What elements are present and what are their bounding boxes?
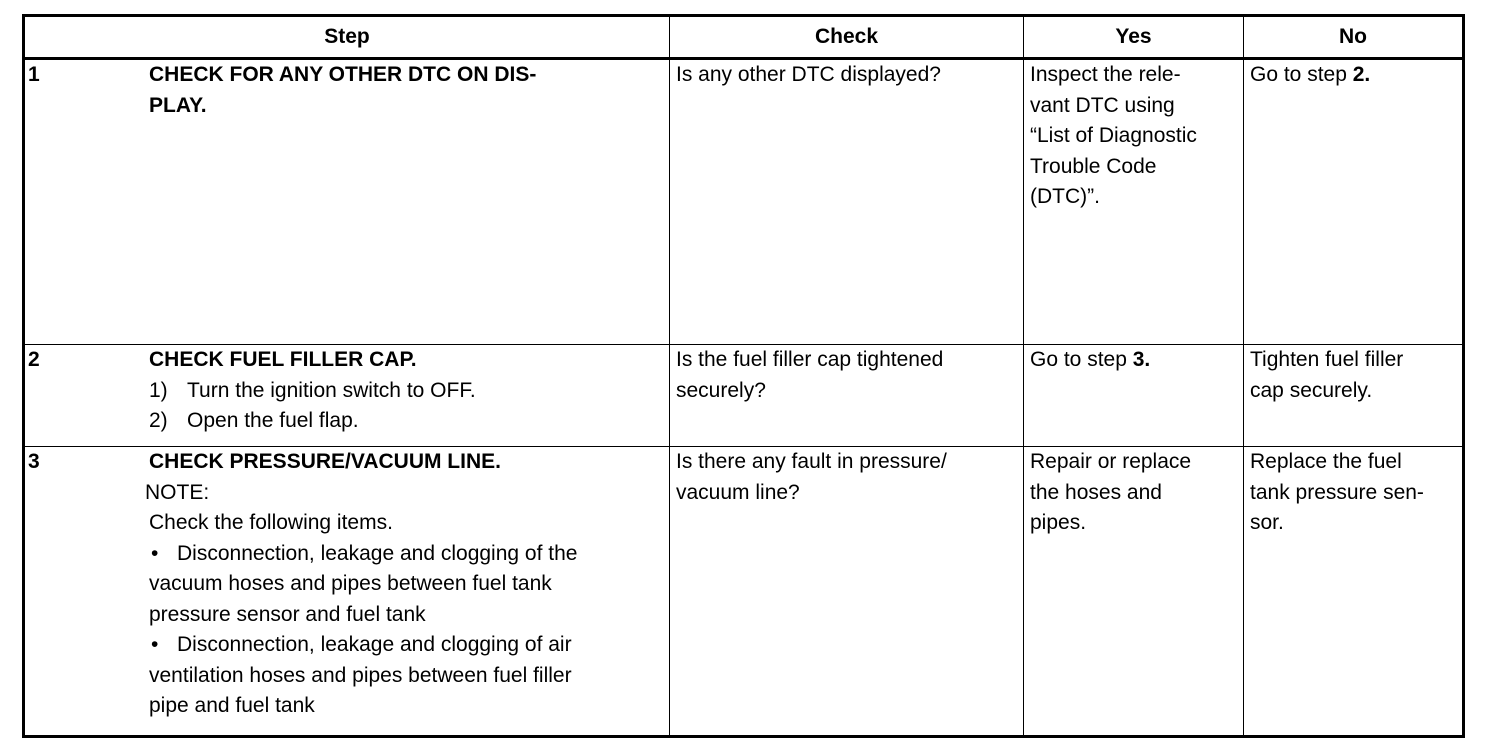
yes-text-line: vant DTC using — [1030, 93, 1175, 117]
header-yes: Yes — [1024, 16, 1244, 59]
yes-text-line: the hoses and — [1030, 480, 1162, 504]
bullet-item: • Disconnection, leakage and clogging of air — [149, 630, 665, 661]
step-title: CHECK FOR ANY OTHER DTC ON DIS- PLAY. — [149, 63, 537, 117]
yes-text-line: Repair or replace — [1030, 450, 1192, 473]
step-reference: 2. — [1352, 63, 1371, 86]
bullet-text-line: vacuum hoses and pipes between fuel tank — [149, 572, 552, 595]
note-intro: Check the following items. — [149, 511, 393, 534]
header-check: Check — [670, 16, 1024, 59]
step-number: 2 — [28, 348, 40, 371]
bullet-item: • Disconnection, leakage and clogging of the — [149, 539, 665, 570]
no-cell — [1244, 447, 1464, 737]
yes-cell — [1024, 59, 1244, 345]
bullet-icon: • — [151, 633, 159, 656]
no-text-line: sor. — [1250, 511, 1284, 534]
table-row — [24, 447, 1464, 737]
bullet-text-line: pressure sensor and fuel tank — [149, 602, 426, 626]
diagnostic-table — [22, 14, 1465, 738]
check-text-line: Is there any fault in pressure/ — [676, 450, 947, 473]
bullet-icon: • — [151, 541, 159, 565]
yes-text-line: Inspect the rele- — [1030, 63, 1181, 86]
bullet-text-line: pipe and fuel tank — [149, 694, 315, 717]
no-text-line: Replace the fuel — [1250, 450, 1402, 473]
substep: 1) Turn the ignition switch to OFF. — [149, 378, 476, 402]
no-cell — [1244, 345, 1464, 447]
note-label: NOTE: — [145, 480, 210, 504]
yes-text-line: pipes. — [1030, 511, 1087, 534]
no-text: Go to step 2. — [1250, 63, 1371, 86]
step-number: 1 — [28, 63, 40, 86]
table-row — [24, 59, 1464, 345]
header-step: Step — [24, 16, 670, 59]
yes-text-line: (DTC)”. — [1030, 185, 1100, 208]
no-text-line: cap securely. — [1250, 378, 1373, 402]
check-cell — [670, 59, 1024, 345]
yes-cell — [1024, 447, 1244, 737]
check-cell — [670, 447, 1024, 737]
step-number: 3 — [28, 450, 40, 473]
header-row — [24, 16, 1464, 59]
check-text-line: vacuum line? — [676, 480, 800, 504]
step-title: CHECK FUEL FILLER CAP. — [149, 348, 417, 371]
check-cell — [670, 345, 1024, 447]
substep: 2) Open the fuel flap. — [149, 409, 359, 432]
step-cell — [24, 447, 670, 737]
yes-cell — [1024, 345, 1244, 447]
step-title: CHECK PRESSURE/VACUUM LINE. — [149, 450, 501, 473]
step-reference: 3. — [1132, 348, 1151, 371]
no-cell — [1244, 59, 1464, 345]
yes-text-line: Trouble Code — [1030, 154, 1157, 178]
no-text-line: tank pressure sen- — [1250, 480, 1424, 504]
check-text-line: securely? — [676, 378, 766, 402]
check-text-line: Is the fuel filler cap tightened — [676, 348, 944, 371]
yes-text: Go to step 3. — [1030, 348, 1151, 371]
step-cell — [24, 345, 670, 447]
check-text: Is any other DTC displayed? — [676, 63, 941, 86]
table-row — [24, 345, 1464, 447]
step-cell — [24, 59, 670, 345]
no-text-line: Tighten fuel filler — [1250, 348, 1404, 371]
yes-text-line: “List of Diagnostic — [1030, 124, 1197, 147]
header-no: No — [1244, 16, 1464, 59]
bullet-text-line: ventilation hoses and pipes between fuel filler — [149, 663, 572, 687]
